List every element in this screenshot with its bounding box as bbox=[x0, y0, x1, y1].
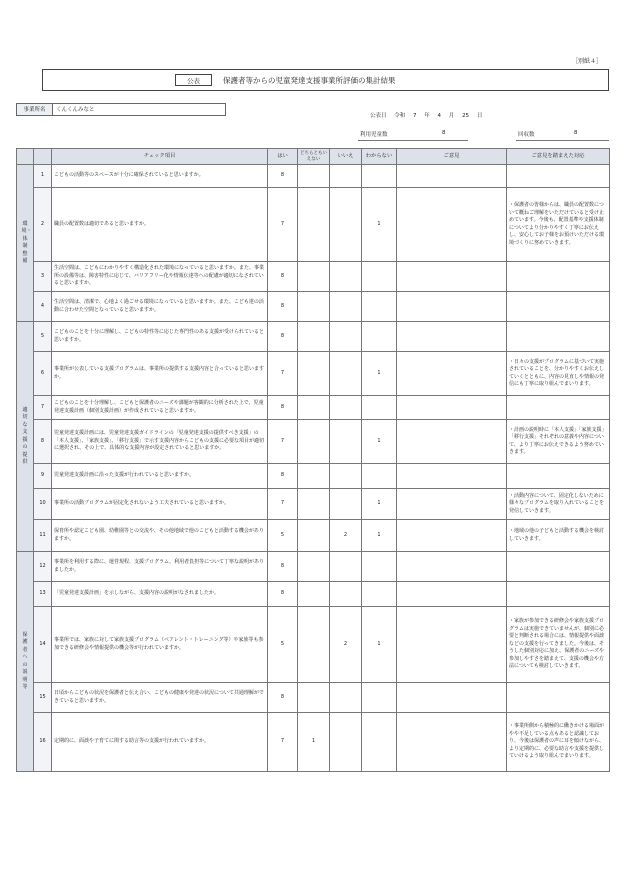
yes-count-cell: 7 bbox=[268, 352, 298, 396]
opinion-cell bbox=[397, 292, 507, 322]
neither-count-cell bbox=[298, 396, 330, 420]
response-cell bbox=[507, 582, 610, 607]
table-row bbox=[17, 489, 610, 520]
response-cell: ・家族が参加できる研修会や家族支援プログラムは実施できていませんが、個別に必要と判断される場合には、情報提供や面談などの支援を行ってきました。今後は、そうした個別対応に加え、保護者のニーズや参加しやすさを踏まえて、支援の機会や方法についても検討していきます。 bbox=[507, 607, 610, 683]
response-cell bbox=[507, 292, 610, 322]
publish-year-unit: 年 bbox=[424, 113, 430, 119]
unknown-count-cell: 1 bbox=[362, 520, 397, 552]
opinion-cell bbox=[397, 188, 507, 262]
check-item-cell: 事業所では、家族に対して家族支援プログラム（ペアレント・トレーニング等）や家族等も参加できる研修会や情報提供の機会等が行われていますか。 bbox=[52, 607, 268, 683]
table-row bbox=[17, 683, 610, 713]
yes-count-cell: 8 bbox=[268, 396, 298, 420]
yes-count-cell: 8 bbox=[268, 552, 298, 582]
opinion-cell bbox=[397, 262, 507, 292]
no-count-cell bbox=[330, 322, 362, 352]
unknown-count-cell bbox=[362, 262, 397, 292]
table-row bbox=[17, 322, 610, 352]
check-item-cell: 生活空間は、こどもにわかりやすく構造化された環境になっていると思いますか。また、事業所の設備等は、障害特性に応じて、バリアフリー化や情報伝達等への配慮が適切になされていると思いますか。 bbox=[52, 262, 268, 292]
row-number-cell: 5 bbox=[34, 322, 52, 352]
no-count-cell bbox=[330, 165, 362, 188]
response-cell bbox=[507, 396, 610, 420]
category-cell bbox=[17, 165, 34, 322]
row-number-cell: 2 bbox=[34, 188, 52, 262]
yes-count-cell: 8 bbox=[268, 322, 298, 352]
table-row bbox=[17, 713, 610, 772]
unknown-count-cell bbox=[362, 552, 397, 582]
check-item-cell: 定期的に、面談や子育てに関する助言等の支援が行われていますか。 bbox=[52, 713, 268, 772]
table-body bbox=[17, 165, 610, 772]
row-number-cell: 10 bbox=[34, 489, 52, 520]
check-item-cell: こどものことを十分理解し、こどもと保護者のニーズや課題が客観的に分析された上で、児童発達支援計画（個別支援計画）が作成されていると思いますか。 bbox=[52, 396, 268, 420]
table-row bbox=[17, 292, 610, 322]
response-cell: ・計画の説明時に「本人支援」「家族支援」「移行支援」それぞれの意義や内容について、より丁寧にお伝えできるよう努めていきます。 bbox=[507, 420, 610, 464]
header-yes: はい bbox=[268, 149, 298, 165]
row-number-cell: 7 bbox=[34, 396, 52, 420]
unknown-count-cell: 1 bbox=[362, 420, 397, 464]
row-number-cell: 6 bbox=[34, 352, 52, 396]
table-row bbox=[17, 607, 610, 683]
table-row bbox=[17, 396, 610, 420]
publish-date bbox=[370, 111, 488, 119]
unknown-count-cell bbox=[362, 683, 397, 713]
evaluation-table bbox=[16, 148, 610, 772]
check-item-cell: 事業所が公表している支援プログラムは、事業所の提供する支援内容と合っていると思いますか。 bbox=[52, 352, 268, 396]
check-item-cell: 事業所の活動プログラムが固定化されないよう工夫されていると思いますか。 bbox=[52, 489, 268, 520]
office-name-label: 事業所名 bbox=[16, 103, 53, 116]
no-count-cell bbox=[330, 464, 362, 489]
public-label: 公表 bbox=[175, 74, 212, 86]
yes-count-cell: 5 bbox=[268, 520, 298, 552]
row-number-cell: 4 bbox=[34, 292, 52, 322]
neither-count-cell bbox=[298, 292, 330, 322]
unknown-count-cell bbox=[362, 322, 397, 352]
check-item-cell: こどもの活動等のスペースが十分に確保されていると思いますか。 bbox=[52, 165, 268, 188]
no-count-cell bbox=[330, 713, 362, 772]
table-row bbox=[17, 165, 610, 188]
row-number-cell: 1 bbox=[34, 165, 52, 188]
category-label: 環境・体制整備 bbox=[21, 220, 32, 264]
opinion-cell bbox=[397, 607, 507, 683]
row-number-cell: 8 bbox=[34, 420, 52, 464]
attachment-label: ［別紙４］ bbox=[571, 58, 602, 65]
no-count-cell bbox=[330, 352, 362, 396]
check-item-cell: 事業所を利用する際に、運営規程、支援プログラム、利用者負担等について丁寧な説明がありましたか。 bbox=[52, 552, 268, 582]
category-label: 適切な支援の提供 bbox=[22, 406, 28, 465]
no-count-cell bbox=[330, 262, 362, 292]
neither-count-cell bbox=[298, 683, 330, 713]
yes-count-cell: 7 bbox=[268, 420, 298, 464]
table-row bbox=[17, 520, 610, 552]
unknown-count-cell bbox=[362, 464, 397, 489]
header-number bbox=[34, 149, 52, 165]
header-check-item: チェック項目 bbox=[52, 149, 268, 165]
opinion-cell bbox=[397, 552, 507, 582]
unknown-count-cell: 1 bbox=[362, 188, 397, 262]
publish-year: 7 bbox=[413, 113, 417, 119]
no-count-cell bbox=[330, 552, 362, 582]
header-response: ご意見を踏まえた対応 bbox=[507, 149, 610, 165]
response-cell bbox=[507, 683, 610, 713]
check-item-cell: 児童発達支援計画には、児童発達支援ガイドラインの「児童発達支援の提供すべき支援」の「本人支援」、「家族支援」、「移行支援」で示す支援内容からこどもの支援に必要な項目が適切に選択され、その上で、具体的な支援内容が設定されていると思いますか。 bbox=[52, 420, 268, 464]
users-count-label: 利用児童数 bbox=[360, 132, 388, 138]
office-name-value: くんくんみなと bbox=[53, 103, 226, 116]
neither-count-cell bbox=[298, 352, 330, 396]
neither-count-cell bbox=[298, 322, 330, 352]
publish-era: 令和 bbox=[394, 113, 406, 119]
response-cell bbox=[507, 552, 610, 582]
table-row bbox=[17, 352, 610, 396]
response-cell bbox=[507, 165, 610, 188]
category-label: 保護者への説明等 bbox=[22, 631, 28, 690]
response-cell: ・地域の他の子どもと活動する機会を検討していきます。 bbox=[507, 520, 610, 552]
responses-count-underline bbox=[516, 140, 609, 141]
yes-count-cell: 8 bbox=[268, 292, 298, 322]
row-number-cell: 12 bbox=[34, 552, 52, 582]
opinion-cell bbox=[397, 165, 507, 188]
opinion-cell bbox=[397, 489, 507, 520]
check-item-cell: 保育所や認定こども園、幼稚園等との交流や、その他地域で他のこどもと活動する機会がありますか。 bbox=[52, 520, 268, 552]
no-count-cell bbox=[330, 582, 362, 607]
header-no: いいえ bbox=[330, 149, 362, 165]
responses-count-value: 8 bbox=[574, 130, 578, 136]
yes-count-cell: 7 bbox=[268, 188, 298, 262]
response-cell bbox=[507, 322, 610, 352]
opinion-cell bbox=[397, 420, 507, 464]
no-count-cell bbox=[330, 292, 362, 322]
no-count-cell bbox=[330, 188, 362, 262]
category-cell bbox=[17, 322, 34, 552]
response-cell: ・日々の支援がプログラムに基づいて実施されていることを、分かりやすくお伝えしていくとともに、内容の見直しや情報の発信にも丁寧に取り組んでまいります。 bbox=[507, 352, 610, 396]
publish-day: 25 bbox=[462, 113, 470, 119]
table-row bbox=[17, 420, 610, 464]
header-category bbox=[17, 149, 34, 165]
yes-count-cell: 8 bbox=[268, 683, 298, 713]
neither-count-cell bbox=[298, 188, 330, 262]
yes-count-cell: 8 bbox=[268, 582, 298, 607]
row-number-cell: 11 bbox=[34, 520, 52, 552]
no-count-cell bbox=[330, 683, 362, 713]
page-title: 保護者等からの児童発達支援事業所評価の集計結果 bbox=[223, 76, 396, 85]
check-item-cell: こどものことを十分に理解し、こどもの特性等に応じた専門性のある支援が受けられていると思いますか。 bbox=[52, 322, 268, 352]
table-row bbox=[17, 262, 610, 292]
category-cell bbox=[17, 552, 34, 772]
neither-count-cell bbox=[298, 607, 330, 683]
unknown-count-cell bbox=[362, 165, 397, 188]
neither-count-cell bbox=[298, 489, 330, 520]
no-count-cell bbox=[330, 489, 362, 520]
yes-count-cell: 8 bbox=[268, 165, 298, 188]
unknown-count-cell bbox=[362, 582, 397, 607]
publish-day-unit: 日 bbox=[476, 113, 483, 119]
header-opinion: ご意見 bbox=[397, 149, 507, 165]
row-number-cell: 15 bbox=[34, 683, 52, 713]
neither-count-cell bbox=[298, 262, 330, 292]
table-row bbox=[17, 582, 610, 607]
unknown-count-cell bbox=[362, 292, 397, 322]
opinion-cell bbox=[397, 352, 507, 396]
users-count-value: 8 bbox=[442, 130, 446, 136]
response-cell: ・活動内容について、固定化しないために様々なプログラムを取り入れていることを発信していきます。 bbox=[507, 489, 610, 520]
opinion-cell bbox=[397, 520, 507, 552]
yes-count-cell: 5 bbox=[268, 607, 298, 683]
neither-count-cell: 1 bbox=[298, 713, 330, 772]
publish-month: 4 bbox=[437, 113, 442, 119]
row-number-cell: 9 bbox=[34, 464, 52, 489]
response-cell bbox=[507, 262, 610, 292]
neither-count-cell bbox=[298, 420, 330, 464]
no-count-cell bbox=[330, 396, 362, 420]
neither-count-cell bbox=[298, 464, 330, 489]
table-row bbox=[17, 552, 610, 582]
opinion-cell bbox=[397, 713, 507, 772]
opinion-cell bbox=[397, 582, 507, 607]
row-number-cell: 16 bbox=[34, 713, 52, 772]
opinion-cell bbox=[397, 683, 507, 713]
unknown-count-cell: 1 bbox=[362, 489, 397, 520]
yes-count-cell: 7 bbox=[268, 713, 298, 772]
publish-date-label: 公表日 bbox=[370, 113, 387, 119]
response-cell: ・事業所側から積極的に働きかける場面がやや不足している点もあると認識しており、今後は保護者の声に耳を傾けながら、より定期的に、必要な助言や支援を提供していけるよう取り組んでまいります。 bbox=[507, 713, 610, 772]
title-box bbox=[42, 69, 609, 91]
row-number-cell: 3 bbox=[34, 262, 52, 292]
unknown-count-cell bbox=[362, 396, 397, 420]
publish-month-unit: 月 bbox=[448, 113, 455, 119]
check-item-cell: 職員の配置数は適切であると思いますか。 bbox=[52, 188, 268, 262]
table-header-row bbox=[17, 149, 610, 165]
responses-count-label: 回収数 bbox=[518, 132, 535, 138]
yes-count-cell: 8 bbox=[268, 262, 298, 292]
unknown-count-cell bbox=[362, 713, 397, 772]
table-row bbox=[17, 464, 610, 489]
row-number-cell: 13 bbox=[34, 582, 52, 607]
neither-count-cell bbox=[298, 165, 330, 188]
check-item-cell: 生活空間は、清潔で、心地よく過ごせる環境になっていると思いますか。また、こども達の活動に合わせた空間となっていると思いますか。 bbox=[52, 292, 268, 322]
neither-count-cell bbox=[298, 520, 330, 552]
yes-count-cell: 7 bbox=[268, 489, 298, 520]
no-count-cell bbox=[330, 420, 362, 464]
table-row bbox=[17, 188, 610, 262]
row-number-cell: 14 bbox=[34, 607, 52, 683]
header-unknown: わからない bbox=[362, 149, 397, 165]
check-item-cell: 「児童発達支援計画」を示しながら、支援内容の説明がなされましたか。 bbox=[52, 582, 268, 607]
neither-count-cell bbox=[298, 552, 330, 582]
yes-count-cell: 8 bbox=[268, 464, 298, 489]
neither-count-cell bbox=[298, 582, 330, 607]
response-cell bbox=[507, 464, 610, 489]
response-cell: ・保護者の皆様からは、職員の配置数について概ねご理解をいただけていると受け止めています。今後も、配置基準や支援体制についてより分かりやすく丁寧にお伝えし、安心してお子様をお預けいただける環境づくりに努めていきます。 bbox=[507, 188, 610, 262]
check-item-cell: 日頃からこどもの状況を保護者と伝え合い、こどもの健康や発達の状況について共通理解ができていると思いますか。 bbox=[52, 683, 268, 713]
no-count-cell: 2 bbox=[330, 607, 362, 683]
unknown-count-cell: 1 bbox=[362, 607, 397, 683]
header-neither: どちらともいえない bbox=[298, 149, 330, 165]
users-count-underline bbox=[358, 140, 468, 141]
unknown-count-cell: 1 bbox=[362, 352, 397, 396]
opinion-cell bbox=[397, 464, 507, 489]
opinion-cell bbox=[397, 322, 507, 352]
opinion-cell bbox=[397, 396, 507, 420]
no-count-cell: 2 bbox=[330, 520, 362, 552]
check-item-cell: 児童発達支援計画に沿った支援が行われていると思いますか。 bbox=[52, 464, 268, 489]
